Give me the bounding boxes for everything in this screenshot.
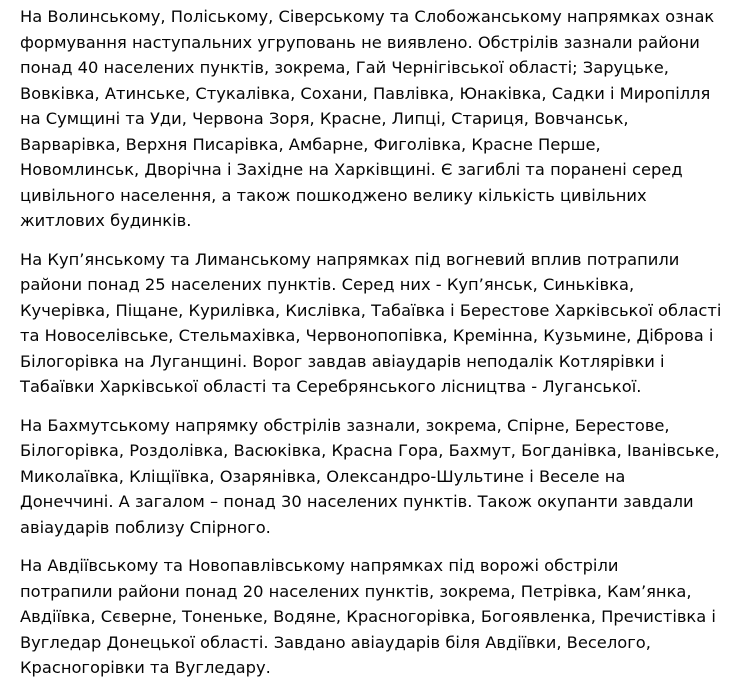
paragraph-bakhmut: На Бахмутському напрямку обстрілів зазнали, зокрема, Спірне, Берестове, Білогорівка, Роздолівка, Васюківка, Красна Гора, Бахмут, Богданівка, Іванівське, Миколаївка, Кліщіївка, Озарянівка, Олександро-Шультине і Веселе на Донеччині. А загалом – понад 30 населених пунктів. Також окупанти завдали авіаударів поблизу Спірного. <box>20 415 720 537</box>
paragraph-volyn-slobozhansky: На Волинському, Поліському, Сіверському та Слобожанському напрямках ознак формування наступальних угруповань не виявлено. Обстрілів зазнали райони понад 40 населених пунктів, зокрема, Гай Чернігівської області; Заруцьке, Вовківка, Атинське, Стукалівка, Сохани, Павлівка, Юнаківка, Садки і Миропілля на Сумщині та Уди, Червона Зоря, Красне, Липці, Стариця, Вовчанськ, Варварівка, Верхня Писарівка, Амбарне, Фиголівка, Красне Перше, Новомлинськ, Дворічна і Західне на Харківщині. Є загиблі та поранені серед цивільного населення, а також пошкоджено велику кількість цивільних житлових будинків. <box>20 7 715 230</box>
paragraph-avdiivka-novopavlivka: На Авдіївському та Новопавлівському напрямках під ворожі обстріли потрапили райони понад 20 населених пунктів, зокрема, Петрівка, Кам’янка, Авдіївка, Сєверне, Тоненьке, Водяне, Красногорівка, Богоявленка, Пречистівка і Вугледар Донецької області. Завдано авіаударів біля Авдіївки, Веселого, Красногорівки та Вугледару. <box>20 556 716 677</box>
paragraph-kupiansk-lyman: На Куп’янському та Лиманському напрямках під вогневий вплив потрапили райони понад 25 населених пунктів. Серед них - Куп’янськ, Синьківка, Кучерівка, Піщане, Курилівка, Кислівка, Табаївка і Берестове Харківської області та Новоселівське, Стельмахівка, Червонопопівка, Кремінна, Кузьмине, Діброва і Білогорівка на Луганщині. Ворог завдав авіаударів неподалік Котлярівки і Табаївки Харківської області та Серебрянського лісництва - Луганської. <box>20 249 722 396</box>
